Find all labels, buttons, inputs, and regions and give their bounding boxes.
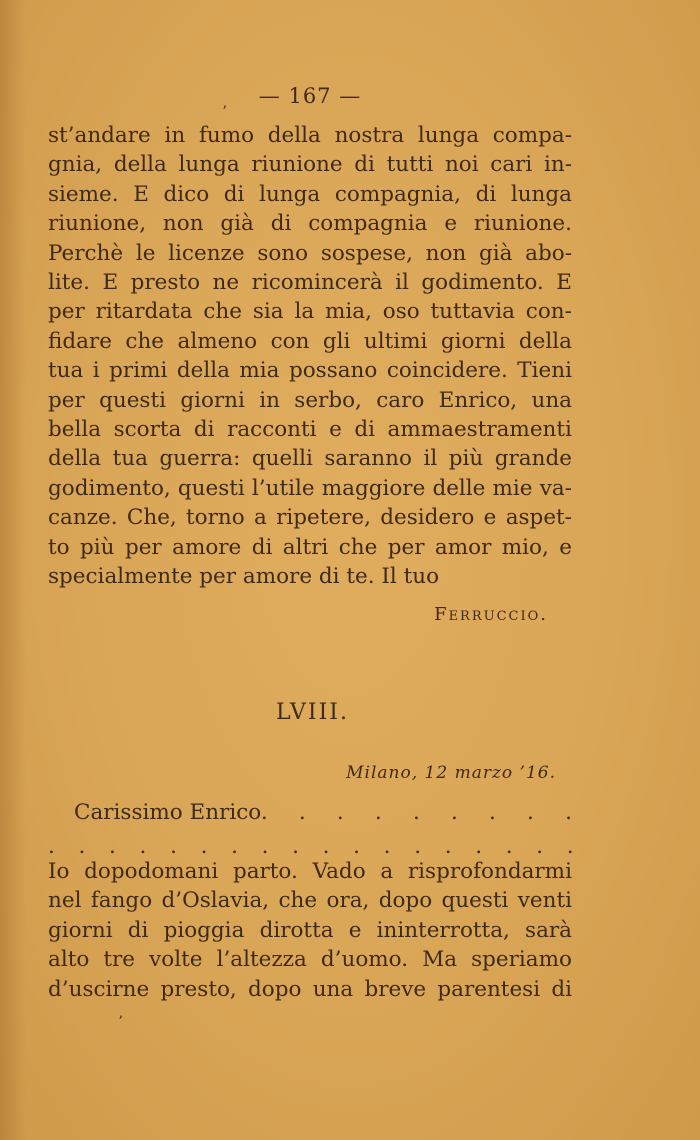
ink-mark: ʼ [222,104,227,120]
ellipsis-dots: . [412,800,420,825]
ellipsis-dots: . [374,800,382,825]
text-line: Perchè le licenze sono sospese, non già abo- [48,240,572,266]
letter-body-paragraph [48,857,572,1004]
section-heading: LVIII. [276,700,349,725]
ellipsis-dots: . [565,800,572,825]
text-line: lite. E presto ne ricomincerà il godimento. E [48,270,572,296]
text-line: canze. Che, torno a ripetere, desidero e aspet- [48,505,572,531]
ellipsis-dots: . [527,800,534,825]
letter-signature: Ferruccio. [434,604,548,625]
salutation: Carissimo Enrico. [74,800,268,825]
text-line: alto tre volte l’altezza d’uomo. Ma speriamo [48,947,572,973]
ellipsis-dots: . [336,800,344,825]
omission-dots-line: . . . . . . . . . . . . . . . . . . [48,834,574,859]
ellipsis-dots: . [450,800,458,825]
text-line: tua i primi della mia possano coincidere. Tieni [48,358,572,384]
page-number: — 167 — [258,84,362,108]
text-line: to più per amore di altri che per amor mio, e [48,534,572,560]
text-line: giorni di pioggia dirotta e ininterrotta, sarà [48,917,572,943]
text-line: gnia, della lunga riunione di tutti noi cari in- [48,152,572,178]
text-line: per ritardata che sia la mia, oso tuttavia con- [48,299,572,325]
text-line: sieme. E dico di lunga compagnia, di lunga [48,181,572,207]
text-line: st’andare in fumo della nostra lunga compa- [48,123,572,148]
text-line: riunione, non già di compagnia e riunione. [48,211,572,237]
letter-continuation-paragraph [48,121,572,592]
text-line: bella scorta di racconti e di ammaestramenti [48,417,572,443]
ellipsis-dots: . [489,800,496,825]
letter-dateline: Milano, 12 marzo ’16. [346,763,556,783]
ink-mark: ʼ [118,1014,123,1030]
text-line: nel fango d’Oslavia, che ora, dopo questi venti [48,888,572,914]
ellipsis-dots: . [298,800,306,825]
letter-salutation-line [74,800,572,825]
text-line: godimento, questi l’utile maggiore delle mie va- [48,475,572,501]
text-line: Io dopodomani parto. Vado a risprofondarmi [48,859,572,884]
text-line: fidare che almeno con gli ultimi giorni della [48,328,572,354]
text-line: specialmente per amore di te. Il tuo [48,564,440,590]
text-line: della tua guerra: quelli saranno il più grande [48,446,572,472]
text-line: per questi giorni in serbo, caro Enrico, una [48,387,572,413]
text-line: d’uscirne presto, dopo una breve parentesi di [48,976,572,1002]
